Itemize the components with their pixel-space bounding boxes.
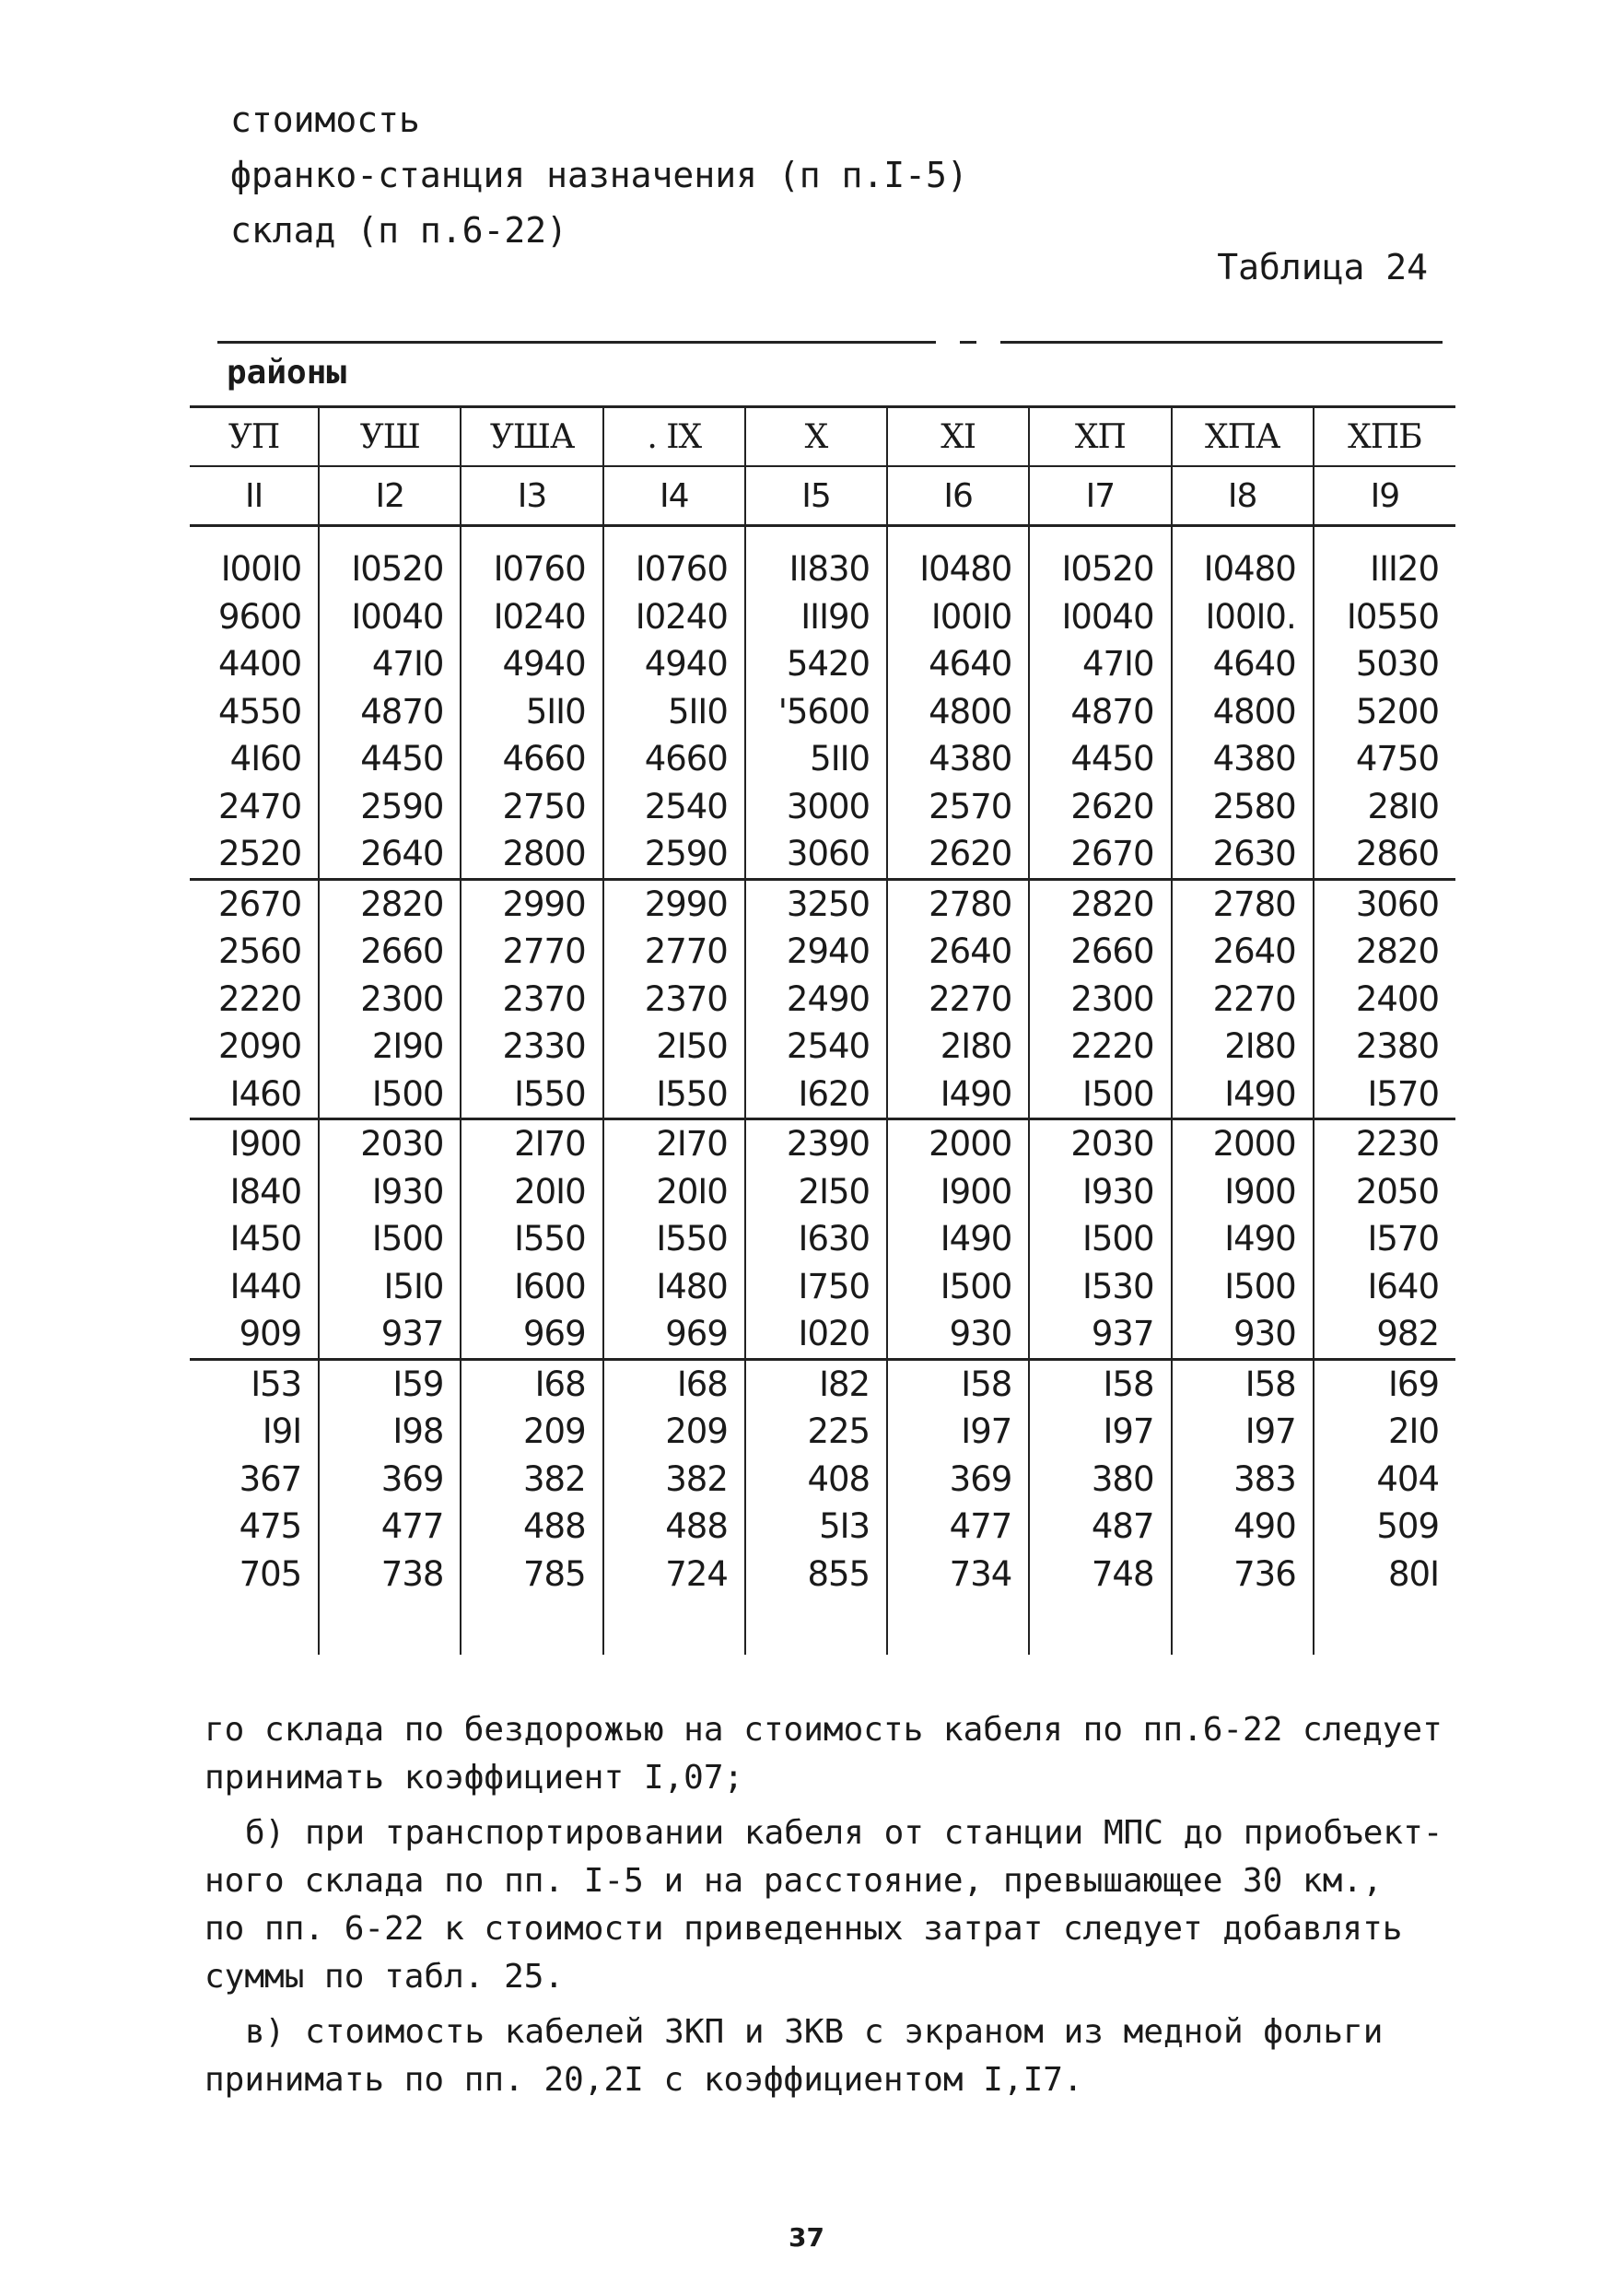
table-cell: 2620 [1029, 783, 1171, 831]
table-cell: 785 [461, 1551, 602, 1598]
table-row [190, 830, 1455, 879]
table-cell: 2820 [1314, 928, 1455, 976]
table-cell: 3000 [745, 783, 887, 831]
region-header-cell: УП [190, 407, 319, 467]
table-cell: I930 [319, 1168, 461, 1216]
table-cell: 20I0 [461, 1168, 602, 1216]
table-cell: I68 [461, 1359, 602, 1408]
table-cell: 909 [239, 1314, 302, 1353]
table-cell: I600 [461, 1263, 602, 1311]
table-cell: I59 [319, 1359, 461, 1408]
table-row [190, 545, 1455, 593]
table-cell: I5I0 [319, 1263, 461, 1311]
table-cell: I750 [745, 1263, 887, 1311]
table-cell: I480 [603, 1263, 745, 1311]
table-row [190, 1456, 1455, 1504]
table-cell: 3060 [745, 830, 887, 879]
footer-paragraph-2-line-2: ного склада по пп. I-5 и на расстояние, превышающее 30 км., [204, 1862, 1383, 1900]
table-cell: I550 [461, 1071, 602, 1119]
table-row [190, 1168, 1455, 1216]
table-cell: 855 [745, 1551, 887, 1598]
table-cell: 4400 [218, 644, 302, 684]
table-cell: 2I50 [745, 1168, 887, 1216]
table-cell: III20 [1314, 545, 1455, 593]
table-cell: 2I70 [461, 1119, 602, 1168]
table-cell: 3250 [745, 879, 887, 928]
footer-paragraph-3-line-1: в) стоимость кабелей ЗКП и ЗКВ с экраном из медной фольги [245, 2013, 1384, 2051]
table-cell: 969 [603, 1310, 745, 1359]
table-cell: I570 [1314, 1071, 1455, 1119]
table-cell: 2370 [461, 976, 602, 1024]
table-cell: I900 [887, 1168, 1029, 1216]
table-cell: 382 [603, 1456, 745, 1504]
table-cell: 369 [887, 1456, 1029, 1504]
table-cell: 408 [745, 1456, 887, 1504]
header-line-warehouse: склад (п п.6-22) [230, 210, 568, 251]
table-cell: 2560 [218, 931, 302, 971]
table-cell: 2300 [319, 976, 461, 1024]
table-cell: I490 [1172, 1215, 1314, 1263]
table-row [190, 879, 1455, 928]
table-cell: I0040 [1029, 593, 1171, 641]
table-cell: I900 [1172, 1168, 1314, 1216]
header-row-column-numbers [190, 466, 1455, 526]
table-cell: I69 [1314, 1359, 1455, 1408]
tail-cell [1172, 1598, 1314, 1655]
table-cell: 2490 [745, 976, 887, 1024]
table-cell: 2I50 [603, 1023, 745, 1071]
table-cell: 9600 [218, 596, 302, 637]
table-cell: 937 [1029, 1310, 1171, 1359]
table-cell: I500 [887, 1263, 1029, 1311]
regions-label: районы [227, 354, 347, 392]
table-cell: 47I0 [1029, 640, 1171, 688]
page-number: 37 [789, 2222, 824, 2253]
footer-paragraph-2-line-1: б) при транспортировании кабеля от станции МПС до приобъект- [245, 1814, 1443, 1852]
table-cell: 734 [887, 1551, 1029, 1598]
table-cell: I58 [887, 1359, 1029, 1408]
column-number-cell: I7 [1029, 466, 1171, 526]
table-cell: I0760 [461, 545, 602, 593]
table-cell: 2800 [461, 830, 602, 879]
table-cell: 930 [1172, 1310, 1314, 1359]
table-cell: 5II0 [745, 735, 887, 783]
table-row [190, 1359, 1455, 1408]
footer-paragraph-3-line-2: принимать по пп. 20,2I с коэффициентом I,I7. [204, 2061, 1083, 2099]
table-cell: 2000 [1172, 1119, 1314, 1168]
column-number-cell: I5 [745, 466, 887, 526]
footer-paragraph-2-line-4: суммы по табл. 25. [204, 1958, 565, 1996]
table-cell: III90 [745, 593, 887, 641]
spacer-cell [1314, 526, 1455, 546]
column-number-cell: I8 [1172, 466, 1314, 526]
table-cell: 4750 [1314, 735, 1455, 783]
table-cell: 2580 [1172, 783, 1314, 831]
table-cell: 2030 [1029, 1119, 1171, 1168]
table-cell: I97 [1172, 1408, 1314, 1456]
spacer-cell [1172, 526, 1314, 546]
table-cell: I00I0 [887, 593, 1029, 641]
table-cell: 748 [1029, 1551, 1171, 1598]
table-cell: 4640 [1172, 640, 1314, 688]
tail-cell [461, 1598, 602, 1655]
table-cell: 488 [461, 1503, 602, 1551]
column-number-cell: I2 [319, 466, 461, 526]
spacer-cell [190, 526, 319, 546]
table-cell: 2780 [1172, 879, 1314, 928]
table-cell: 209 [603, 1408, 745, 1456]
table-cell: I0240 [461, 593, 602, 641]
table-row [190, 1215, 1455, 1263]
table-cell: I500 [1172, 1263, 1314, 1311]
table-cell: 4550 [218, 691, 302, 732]
table-cell: I58 [1172, 1359, 1314, 1408]
table-cell: I460 [229, 1073, 302, 1114]
table-cell: I98 [319, 1408, 461, 1456]
table-cell: 2I70 [603, 1119, 745, 1168]
table-cell: 490 [1172, 1503, 1314, 1551]
table-cell: 2050 [1314, 1168, 1455, 1216]
table-cell: 2370 [603, 976, 745, 1024]
table-cell: I530 [1029, 1263, 1171, 1311]
table-cell: 2030 [319, 1119, 461, 1168]
table-cell: 4940 [603, 640, 745, 688]
table-row [190, 640, 1455, 688]
table-cell: I440 [229, 1266, 302, 1306]
table-cell: I550 [603, 1071, 745, 1119]
table-cell: 2380 [1314, 1023, 1455, 1071]
region-header-cell: ХП [1029, 407, 1171, 467]
table-cell: 2750 [461, 783, 602, 831]
table-cell: 3060 [1314, 879, 1455, 928]
table-cell: II830 [745, 545, 887, 593]
table-cell: I58 [1029, 1359, 1171, 1408]
table-cell: 28I0 [1314, 783, 1455, 831]
table-cell: I630 [745, 1215, 887, 1263]
table-row [190, 1071, 1455, 1119]
table-cell: 4800 [887, 688, 1029, 736]
table-cell: 2820 [1029, 879, 1171, 928]
table-cell: I550 [461, 1215, 602, 1263]
table-cell: 404 [1314, 1456, 1455, 1504]
footer-paragraph-1-line-1: го склада по бездорожью на стоимость кабеля по пп.6-22 следует [204, 1711, 1443, 1749]
top-rule-mid [960, 341, 976, 344]
table-cell: I53 [190, 1359, 319, 1408]
column-number-cell: I9 [1314, 466, 1455, 526]
table-cell: 2670 [190, 879, 319, 928]
table-cell: 509 [1314, 1503, 1455, 1551]
tail-cell [603, 1598, 745, 1655]
column-number-cell: II [190, 466, 319, 526]
table-cell: 2640 [887, 928, 1029, 976]
spacer-cell [1029, 526, 1171, 546]
table-cell: 4660 [461, 735, 602, 783]
table-row [190, 1263, 1455, 1311]
table-cell: 5420 [745, 640, 887, 688]
table-cell: 982 [1314, 1310, 1455, 1359]
table-row [190, 593, 1455, 641]
table-row [190, 688, 1455, 736]
top-rule-right [1000, 341, 1443, 344]
table-cell: 225 [745, 1408, 887, 1456]
table-cell: I500 [319, 1071, 461, 1119]
table-label: Таблица 24 [1217, 247, 1428, 287]
table-cell: 4660 [603, 735, 745, 783]
table-cell: 47I0 [319, 640, 461, 688]
table-cell: I620 [745, 1071, 887, 1119]
table-cell: I500 [1029, 1215, 1171, 1263]
table-cell: 5II0 [461, 688, 602, 736]
tail-cell [1029, 1598, 1171, 1655]
table-cell: I570 [1314, 1215, 1455, 1263]
table-cell: 969 [461, 1310, 602, 1359]
tail-cell [745, 1598, 887, 1655]
table-cell: I020 [745, 1310, 887, 1359]
table-cell: 2330 [461, 1023, 602, 1071]
table-cell: I640 [1314, 1263, 1455, 1311]
table-cell: 2230 [1314, 1119, 1455, 1168]
table-cell: I00I0 [220, 549, 302, 589]
table-cell: I930 [1029, 1168, 1171, 1216]
table-cell: 382 [461, 1456, 602, 1504]
table-cell: 2660 [319, 928, 461, 976]
table-cell: 724 [603, 1551, 745, 1598]
table-row [190, 928, 1455, 976]
table-cell: 2400 [1314, 976, 1455, 1024]
table-cell: I0520 [319, 545, 461, 593]
table-cell: 2220 [218, 978, 302, 1019]
tail-cell [190, 1598, 319, 1655]
table-cell: 367 [239, 1458, 302, 1499]
column-number-cell: I6 [887, 466, 1029, 526]
table-cell: 5030 [1314, 640, 1455, 688]
table-row [190, 1408, 1455, 1456]
table-cell: 5I3 [745, 1503, 887, 1551]
table-cell: 2820 [319, 879, 461, 928]
table-cell: I9I [262, 1411, 302, 1451]
footer-text [204, 1706, 1443, 2104]
table-cell: I0550 [1314, 593, 1455, 641]
table-cell: I0520 [1029, 545, 1171, 593]
table-cell: 2I80 [1172, 1023, 1314, 1071]
table-cell: 2660 [1029, 928, 1171, 976]
table-cell: I490 [887, 1215, 1029, 1263]
tail-cell [1314, 1598, 1455, 1655]
table-cell: I550 [603, 1215, 745, 1263]
table-cell: 2620 [887, 830, 1029, 879]
table-row [190, 1503, 1455, 1551]
table-cell: 487 [1029, 1503, 1171, 1551]
table-cell: 2780 [887, 879, 1029, 928]
table-cell: 4870 [319, 688, 461, 736]
table-cell: I97 [1029, 1408, 1171, 1456]
table-cell: 477 [319, 1503, 461, 1551]
table-cell: 705 [239, 1553, 302, 1594]
table-spacer-row [190, 526, 1455, 546]
header-line-station: франко-станция назначения (п п.I-5) [230, 155, 968, 195]
table-cell: 2670 [1029, 830, 1171, 879]
table-cell: 2270 [1172, 976, 1314, 1024]
table-cell: 2990 [461, 879, 602, 928]
table-cell: 2590 [319, 783, 461, 831]
table-cell: 2390 [745, 1119, 887, 1168]
table-cell: 2I90 [319, 1023, 461, 1071]
table-cell: 2220 [1029, 1023, 1171, 1071]
table-cell: 4800 [1172, 688, 1314, 736]
table-cell: 2090 [218, 1026, 302, 1066]
table-cell: 80I [1314, 1551, 1455, 1598]
table-cell: 2770 [461, 928, 602, 976]
table-cell: 2I0 [1314, 1408, 1455, 1456]
table-cell: 5200 [1314, 688, 1455, 736]
table-cell: I0040 [319, 593, 461, 641]
table-cell: 477 [887, 1503, 1029, 1551]
table-cell: 2570 [887, 783, 1029, 831]
table-cell: 2630 [1172, 830, 1314, 879]
table-cell: 2540 [603, 783, 745, 831]
table-cell: 488 [603, 1503, 745, 1551]
region-header-cell: X [745, 407, 887, 467]
table-cell: 930 [887, 1310, 1029, 1359]
table-cell: 2000 [887, 1119, 1029, 1168]
top-rule-left [217, 341, 936, 344]
table-cell: I82 [745, 1359, 887, 1408]
table-cell: 369 [319, 1456, 461, 1504]
table-cell: I00I0. [1172, 593, 1314, 641]
table-cell: I0240 [603, 593, 745, 641]
table-cell: I450 [229, 1219, 302, 1259]
header-row-regions [190, 407, 1455, 467]
region-header-cell: XI [887, 407, 1029, 467]
table-row [190, 735, 1455, 783]
table-cell: 2860 [1314, 830, 1455, 879]
region-header-cell: . IX [603, 407, 745, 467]
table-cell: 209 [461, 1408, 602, 1456]
table-cell: 4940 [461, 640, 602, 688]
price-table [190, 405, 1455, 1655]
table-cell: I0480 [887, 545, 1029, 593]
table-cell: I500 [1029, 1071, 1171, 1119]
region-header-cell: УШ [319, 407, 461, 467]
table-row [190, 1310, 1455, 1359]
table-cell: 2470 [218, 786, 302, 826]
table-row [190, 1119, 1455, 1168]
table-cell: I0760 [603, 545, 745, 593]
spacer-cell [887, 526, 1029, 546]
table-cell: 4870 [1029, 688, 1171, 736]
table-cell: 5II0 [603, 688, 745, 736]
document-header [230, 92, 968, 258]
table-cell: I97 [887, 1408, 1029, 1456]
table-cell: I900 [190, 1119, 319, 1168]
table-cell: 383 [1172, 1456, 1314, 1504]
region-header-cell: УША [461, 407, 602, 467]
table-cell: 2590 [603, 830, 745, 879]
table-cell: 2990 [603, 879, 745, 928]
table-cell: 2520 [218, 834, 302, 873]
column-number-cell: I4 [603, 466, 745, 526]
table-cell: 937 [319, 1310, 461, 1359]
table-tail-row [190, 1598, 1455, 1655]
table-cell: 4380 [887, 735, 1029, 783]
table-cell: 4450 [1029, 735, 1171, 783]
table-cell: 2770 [603, 928, 745, 976]
table-cell: I840 [229, 1171, 302, 1212]
column-number-cell: I3 [461, 466, 602, 526]
table-row [190, 1023, 1455, 1071]
table-cell: I500 [319, 1215, 461, 1263]
region-header-cell: ХПБ [1314, 407, 1455, 467]
table-cell: 4450 [319, 735, 461, 783]
table-cell: 380 [1029, 1456, 1171, 1504]
table-cell: 2270 [887, 976, 1029, 1024]
region-header-cell: ХПА [1172, 407, 1314, 467]
table-cell: 738 [319, 1551, 461, 1598]
table-cell: 20I0 [603, 1168, 745, 1216]
header-line-cost: стоимость [230, 100, 420, 140]
table-cell: I68 [603, 1359, 745, 1408]
table-cell: 736 [1172, 1551, 1314, 1598]
tail-cell [319, 1598, 461, 1655]
table-cell: '5600 [745, 688, 887, 736]
table-cell: 4640 [887, 640, 1029, 688]
table-row [190, 1551, 1455, 1598]
table-cell: I490 [1172, 1071, 1314, 1119]
spacer-cell [319, 526, 461, 546]
footer-paragraph-2-line-3: по пп. 6-22 к стоимости приведенных затрат следует добавлять [204, 1910, 1403, 1948]
table-cell: I490 [887, 1071, 1029, 1119]
tail-cell [887, 1598, 1029, 1655]
table-cell: 2540 [745, 1023, 887, 1071]
spacer-cell [603, 526, 745, 546]
table-cell: 4I60 [229, 739, 302, 779]
spacer-cell [461, 526, 602, 546]
table-row [190, 783, 1455, 831]
table-cell: 475 [239, 1506, 302, 1546]
table-row [190, 976, 1455, 1024]
table-cell: 2640 [319, 830, 461, 879]
table-cell: 2I80 [887, 1023, 1029, 1071]
footer-paragraph-1-line-2: принимать коэффициент I,07; [204, 1759, 744, 1797]
table-cell: 4380 [1172, 735, 1314, 783]
spacer-cell [745, 526, 887, 546]
table-cell: 2940 [745, 928, 887, 976]
table-cell: 2300 [1029, 976, 1171, 1024]
table-cell: 2640 [1172, 928, 1314, 976]
table-cell: I0480 [1172, 545, 1314, 593]
